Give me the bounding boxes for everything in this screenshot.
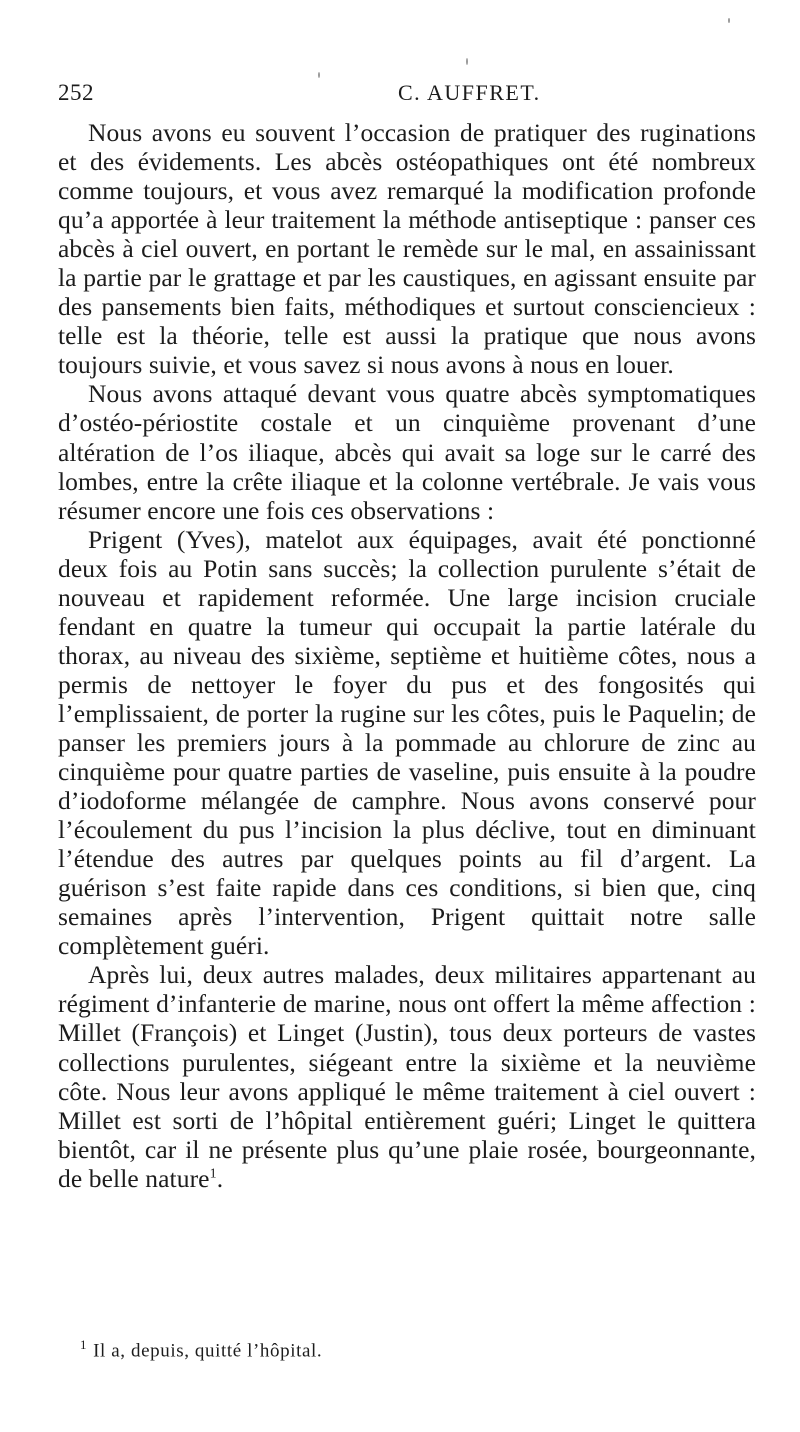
footnote-text: Il a, depuis, quitté l’hôpital. — [93, 1340, 323, 1362]
scan-speck — [318, 72, 320, 78]
running-head: C. AUFFRET. — [398, 80, 541, 105]
paragraph-tail: . — [216, 1163, 224, 1193]
page-header — [58, 80, 758, 110]
paragraph-text: Nous avons attaqué devant vous quatre abcès symptomatiques d’ostéo-périostite costale et un cinquième provenant d’une altération de l’os iliaque, abcès qui avait sa loge sur le carré des lombes, entre la crête iliaque et la colonne vertébrale. Je vais vous résumer encore une fois ces observations : — [58, 379, 756, 525]
page-number: 252 — [58, 80, 94, 105]
paragraph-3 — [58, 525, 756, 961]
footnote-mark: 1 — [80, 1337, 88, 1352]
paragraph-4 — [58, 960, 756, 1192]
scan-speck — [728, 18, 730, 23]
body-text — [58, 118, 756, 1193]
paragraph-1 — [58, 118, 756, 379]
footnote-reference: 1 — [209, 1166, 217, 1182]
paragraph-2 — [58, 379, 756, 524]
paragraph-text: Prigent (Yves), matelot aux équipages, avait été ponctionné deux fois au Potin sans succès; la collection purulente s’était de nouveau et rapidement reformée. Une large incision cruciale fendant en quatre la tumeur qui occupait la partie latérale du thorax, au niveau des sixième, septième et huitième côtes, nous a permis de nettoyer le foyer du pus et des fongosités qui l’emplissaient, de porter la rugine sur les côtes, puis le Paquelin; de panser les premiers jours à la pommade au chlorure de zinc au cinquième pour quatre parties de vaseline, puis ensuite à la poudre d’iodoforme mélangée de camphre. Nous avons conservé pour l’écoulement du pus l’incision la plus déclive, tout en diminuant l’étendue des autres par quelques points au fil d’argent. La guérison s’est faite rapide dans ces conditions, si bien que, cinq semaines après l’intervention, Prigent quittait notre salle complètement guéri. — [58, 524, 756, 961]
scan-speck — [466, 58, 468, 65]
paragraph-text: Nous avons eu souvent l’occasion de pratiquer des ruginations et des évidements. Les abcès ostéopathiques ont été nombreux comme toujours, et vous avez remarqué la modification profonde qu’a apportée à leur traitement la méthode antiseptique : panser ces abcès à ciel ouvert, en portant le remède sur le mal, en assainissant la partie par le grattage et par les caustiques, en agissant ensuite par des pansements bien faits, méthodiques et surtout consciencieux : telle est la théorie, telle est aussi la pratique que nous avons toujours suivie, et vous savez si nous avons à nous en louer. — [58, 118, 756, 380]
footnote — [80, 1337, 322, 1362]
paragraph-text: Après lui, deux autres malades, deux militaires appartenant au régiment d’infanterie de marine, nous ont offert la même affection : Millet (François) et Linget (Justin), tous deux porteurs de vastes collections purulentes, siégeant entre la sixième et la neuvième côte. Nous leur avons appliqué le même traitement à ciel ouvert : Millet est sorti de l’hôpital entièrement guéri; Linget le quittera bientôt, car il ne présente plus qu’une plaie rosée, bourgeonnante, de belle nature — [58, 960, 756, 1193]
